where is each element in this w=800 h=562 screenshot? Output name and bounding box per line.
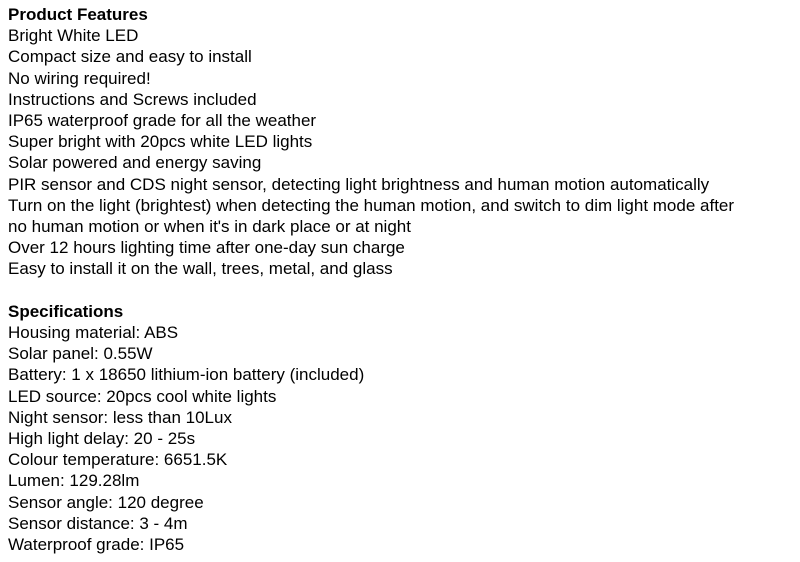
feature-line: Solar powered and energy saving — [8, 153, 262, 173]
feature-line: Over 12 hours lighting time after one-day sun charge — [8, 238, 405, 258]
feature-line: Instructions and Screws included — [8, 89, 257, 109]
spec-line: Solar panel: 0.55W — [8, 344, 153, 364]
feature-line: Super bright with 20pcs white LED lights — [8, 132, 313, 152]
product-features-section — [8, 4, 798, 280]
feature-line: PIR sensor and CDS night sensor, detecting light brightness and human motion automatically — [8, 174, 710, 194]
feature-line: Compact size and easy to install — [8, 47, 252, 67]
product-document — [8, 4, 798, 555]
feature-line: No wiring required! — [8, 68, 151, 88]
spec-line: LED source: 20pcs cool white lights — [8, 386, 277, 406]
section-spacer — [8, 280, 798, 301]
spec-line: Battery: 1 x 18650 lithium-ion battery (included) — [8, 365, 365, 385]
spec-line: Housing material: ABS — [8, 323, 179, 343]
spec-line: Sensor angle: 120 degree — [8, 492, 204, 512]
feature-line: no human motion or when it's in dark place or at night — [8, 217, 411, 237]
spec-line: Waterproof grade: IP65 — [8, 535, 185, 555]
specifications-heading: Specifications — [8, 301, 124, 321]
specifications-section — [8, 301, 798, 555]
spec-line: Night sensor: less than 10Lux — [8, 407, 232, 427]
spec-line: High light delay: 20 - 25s — [8, 429, 196, 449]
spec-line: Colour temperature: 6651.5K — [8, 450, 228, 470]
feature-line: Easy to install it on the wall, trees, metal, and glass — [8, 259, 393, 279]
feature-line: Bright White LED — [8, 26, 139, 46]
feature-line: IP65 waterproof grade for all the weather — [8, 111, 317, 131]
spec-line: Lumen: 129.28lm — [8, 471, 140, 491]
spec-line: Sensor distance: 3 - 4m — [8, 513, 188, 533]
product-features-heading: Product Features — [8, 5, 148, 24]
feature-line: Turn on the light (brightest) when detecting the human motion, and switch to dim light mode after — [8, 195, 735, 215]
